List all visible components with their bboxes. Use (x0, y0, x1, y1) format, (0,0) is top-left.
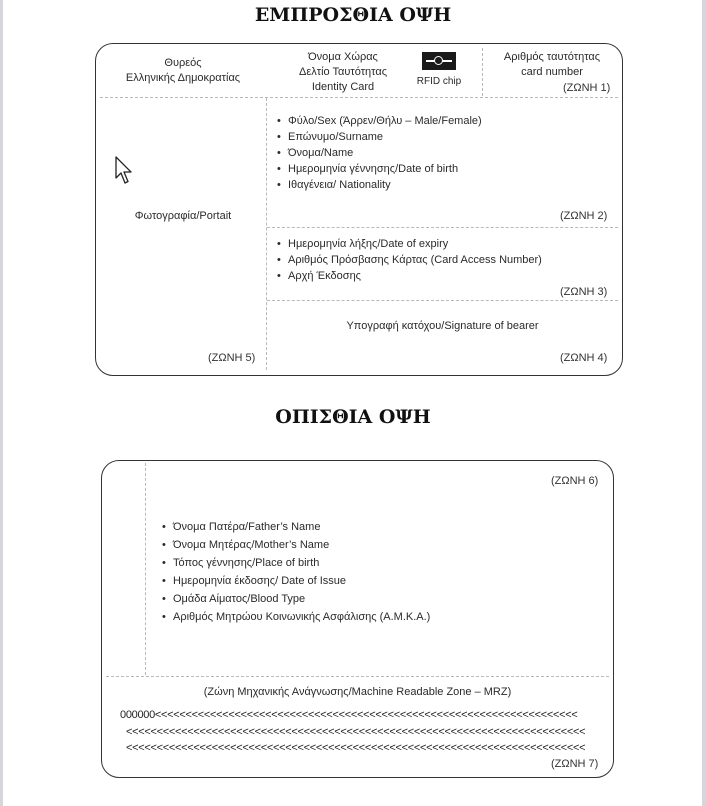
list-item: • Ομάδα Αίματος/Blood Type (162, 590, 430, 608)
zone-5-label: (ΖΩΝΗ 5) (208, 352, 256, 364)
zone-3-label: (ΖΩΝΗ 3) (560, 286, 608, 298)
zone-3-field-list (277, 236, 542, 284)
zone-2-separator (267, 227, 618, 228)
zone-7-label: (ΖΩΝΗ 7) (551, 758, 599, 770)
emblem-line-2: Ελληνικής Δημοκρατίας (125, 72, 241, 84)
zone-3-separator (267, 300, 618, 301)
mouse-cursor-icon (115, 156, 135, 186)
list-item: • Ημερομηνία λήξης/Date of expiry (277, 236, 542, 252)
mrz-line-1: 000000<<<<<<<<<<<<<<<<<<<<<<<<<<<<<<<<<<<<<<<<<<<<<<<<<<<<<<<<<<<<<<<<<<<<< (120, 709, 578, 721)
back-side-title: ΟΠΙΣΘΙΑ ΟΨΗ (275, 406, 431, 428)
zone-6-label: (ΖΩΝΗ 6) (551, 475, 599, 487)
list-item: • Όνομα/Name (277, 145, 482, 161)
mrz-separator (106, 676, 609, 677)
id-card-english-label: Identity Card (311, 81, 375, 93)
mrz-line-2: <<<<<<<<<<<<<<<<<<<<<<<<<<<<<<<<<<<<<<<<<<<<<<<<<<<<<<<<<<<<<<<<<<<<<<<<<<< (126, 726, 586, 738)
header-separator (100, 97, 618, 98)
header-divider (482, 48, 483, 96)
country-block (268, 50, 418, 95)
zone-4-label: (ΖΩΝΗ 4) (560, 352, 608, 364)
id-number-greek-label: Αριθμός ταυτότητας (503, 51, 601, 63)
list-item: • Επώνυμο/Surname (277, 129, 482, 145)
country-name-label: Όνομα Χώρας (308, 51, 378, 63)
list-item: • Αρχή Έκδοσης (277, 268, 542, 284)
emblem-line-1: Θυρεός (164, 57, 202, 69)
rfid-chip-label: RFID chip (416, 76, 462, 87)
rfid-chip-icon (422, 52, 456, 70)
list-item: • Αριθμός Μητρώου Κοινωνικής Ασφάλισης (Α.Μ.Κ.Α.) (162, 608, 430, 626)
zone-1-label: (ΖΩΝΗ 1) (563, 82, 611, 94)
back-left-divider (145, 463, 146, 675)
mrz-line-3: <<<<<<<<<<<<<<<<<<<<<<<<<<<<<<<<<<<<<<<<<<<<<<<<<<<<<<<<<<<<<<<<<<<<<<<<<<< (126, 742, 586, 754)
signature-label: Υπογραφή κατόχου/Signature of bearer (346, 320, 539, 332)
left-page-edge (0, 0, 3, 806)
list-item: • Ιθαγένεια/ Nationality (277, 177, 482, 193)
list-item: • Ημερομηνία γέννησης/Date of birth (277, 161, 482, 177)
emblem-block (100, 56, 266, 86)
zone-2-field-list (277, 113, 482, 193)
zone-2-label: (ΖΩΝΗ 2) (560, 210, 608, 222)
id-number-english-label: card number (521, 66, 583, 78)
id-number-block (484, 50, 620, 80)
list-item: • Τόπος γέννησης/Place of birth (162, 554, 430, 572)
list-item: • Φύλο/Sex (Άρρεν/Θήλυ – Male/Female) (277, 113, 482, 129)
list-item: • Αριθμός Πρόσβασης Κάρτας (Card Access Number) (277, 252, 542, 268)
zone-6-field-list (162, 518, 430, 626)
list-item: • Όνομα Πατέρα/Father’s Name (162, 518, 430, 536)
right-page-edge (702, 0, 706, 806)
list-item: • Ημερομηνία έκδοσης/ Date of Issue (162, 572, 430, 590)
front-side-title: ΕΜΠΡΟΣΘΙΑ ΟΨΗ (254, 4, 452, 26)
mrz-label: (Ζώνη Μηχανικής Ανάγνωσης/Machine Readable Zone – MRZ) (203, 686, 512, 698)
photo-label: Φωτογραφία/Portait (134, 210, 232, 222)
list-item: • Όνομα Μητέρας/Mother’s Name (162, 536, 430, 554)
id-card-greek-label: Δελτίο Ταυτότητας (298, 66, 388, 78)
